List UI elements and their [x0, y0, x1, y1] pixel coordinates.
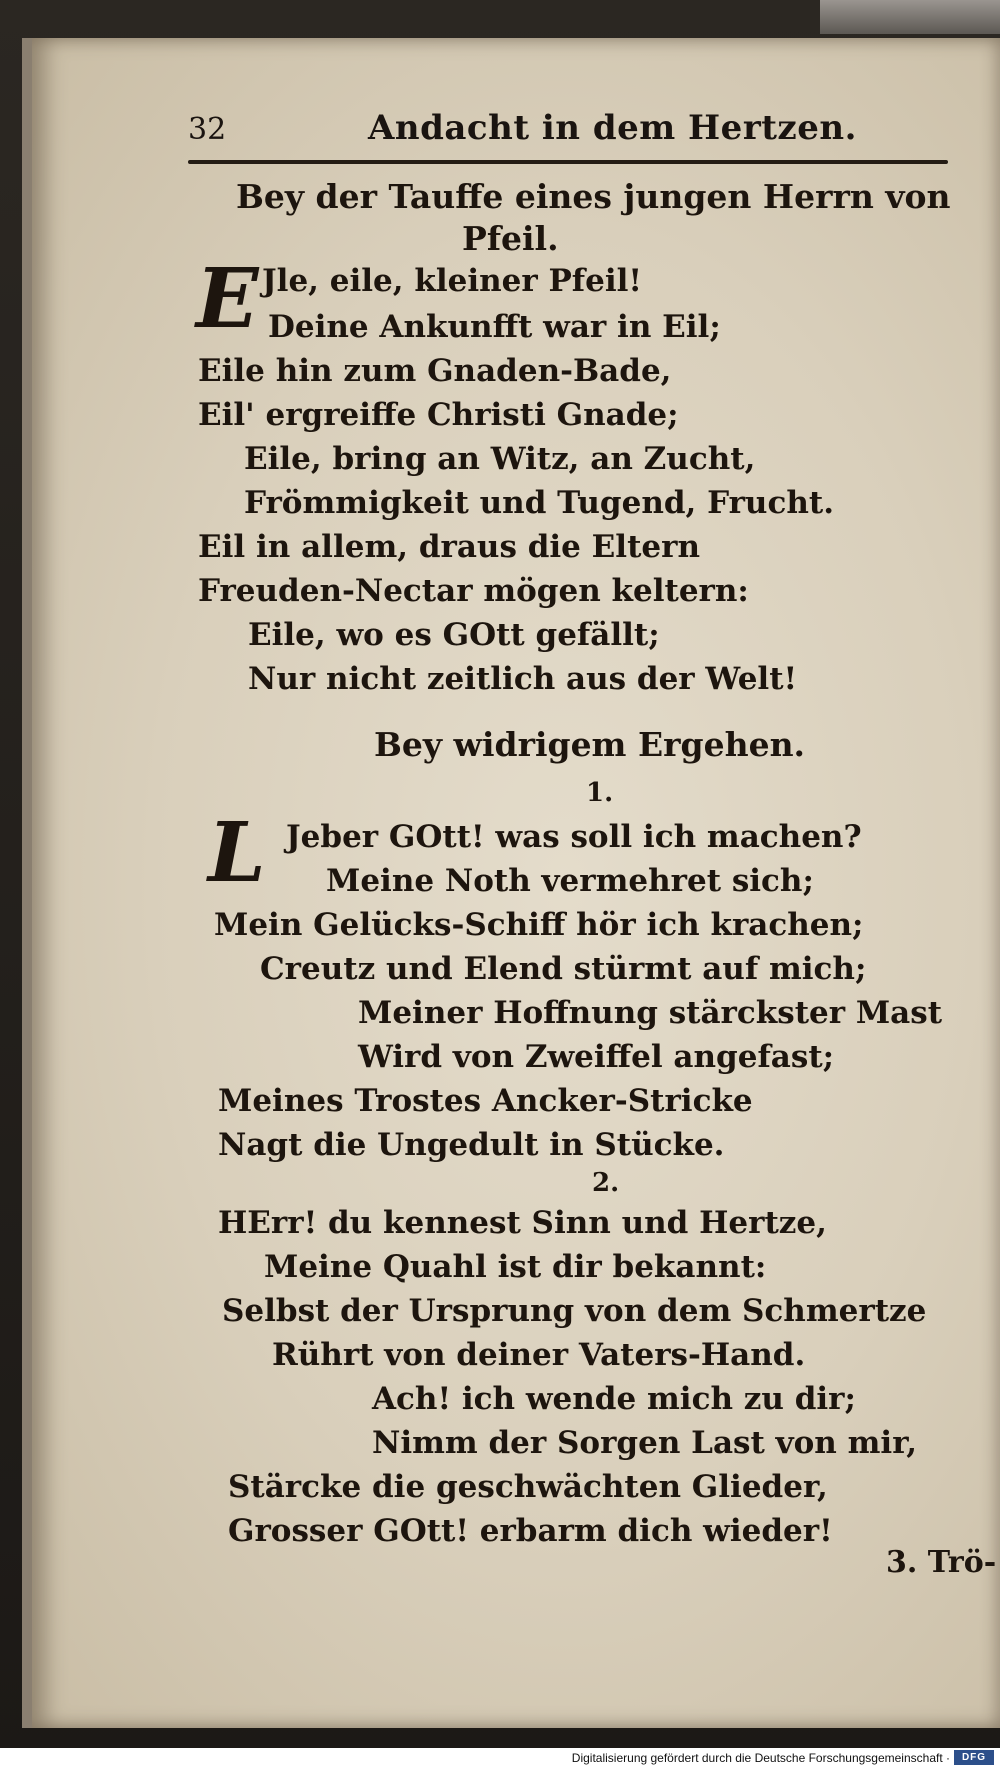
- drop-cap-initial: E: [196, 251, 259, 347]
- poem1-line: Eile, bring an Witz, an Zucht,: [244, 441, 756, 477]
- poem2-line: Meiner Hoffnung stärckster Mast: [358, 995, 943, 1031]
- poem2-line: Nagt die Ungedult in Stücke.: [218, 1127, 725, 1163]
- poem2-line: Grosser GOtt! erbarm dich wieder!: [228, 1513, 833, 1549]
- poem2-line: Meine Quahl ist dir bekannt:: [264, 1249, 767, 1285]
- digitization-credit: Digitalisierung gefördert durch die Deutsche Forschungsgemeinschaft ·: [571, 1751, 950, 1765]
- page-number: 32: [188, 112, 227, 147]
- poem2-line: Nimm der Sorgen Last von mir,: [372, 1425, 918, 1461]
- poem1-line: Freuden-Nectar mögen keltern:: [198, 573, 749, 609]
- poem1-line: Deine Ankunfft war in Eil;: [268, 309, 721, 345]
- page-header: [188, 108, 958, 160]
- poem2-line: Rührt von deiner Vaters-Hand.: [272, 1337, 806, 1373]
- poem2-line: Jeber GOtt! was soll ich machen?: [286, 819, 862, 855]
- poem1-line: Eile hin zum Gnaden-Bade,: [198, 353, 672, 389]
- catchword: 3. Trö-: [886, 1545, 997, 1580]
- poem2-line: Selbst der Ursprung von dem Schmertze: [222, 1293, 927, 1329]
- poem2-line: HErr! du kennest Sinn und Hertze,: [218, 1205, 827, 1241]
- poem2-line: Stärcke die geschwächten Glieder,: [228, 1469, 828, 1505]
- poem2-title: Bey widrigem Ergehen.: [374, 725, 806, 764]
- dfg-logo-icon: DFG: [954, 1750, 994, 1765]
- poem2-line: Creutz und Elend stürmt auf mich;: [260, 951, 867, 987]
- poem2-line: Mein Gelücks-Schiff hör ich krachen;: [214, 907, 864, 943]
- poem1-line: Frömmigkeit und Tugend, Frucht.: [244, 485, 834, 521]
- poem2-line: Ach! ich wende mich zu dir;: [372, 1381, 856, 1417]
- poem1-line: Nur nicht zeitlich aus der Welt!: [248, 661, 798, 697]
- poem2-line: Meines Trostes Ancker-Stricke: [218, 1083, 753, 1119]
- poem1-title-line2: Pfeil.: [462, 219, 559, 258]
- adjacent-page-edge: [820, 0, 1000, 34]
- drop-cap-initial: L: [208, 805, 266, 901]
- poem1-title-line1: Bey der Tauffe eines jungen Herrn von: [236, 177, 951, 216]
- poem1-line: Eil' ergreiffe Christi Gnade;: [198, 397, 679, 433]
- poem1-line: Eile, wo es GOtt gefällt;: [248, 617, 660, 653]
- poem2-line: Meine Noth vermehret sich;: [326, 863, 814, 899]
- running-title: Andacht in dem Hertzen.: [368, 108, 857, 148]
- header-rule: [188, 160, 948, 164]
- stanza-number: 2.: [592, 1168, 620, 1198]
- stanza-number: 1.: [586, 778, 614, 808]
- poem2-line: Wird von Zweiffel angefast;: [358, 1039, 835, 1075]
- poem1-line: Jle, eile, kleiner Pfeil!: [262, 263, 643, 299]
- poem1-line: Eil in allem, draus die Eltern: [198, 529, 700, 565]
